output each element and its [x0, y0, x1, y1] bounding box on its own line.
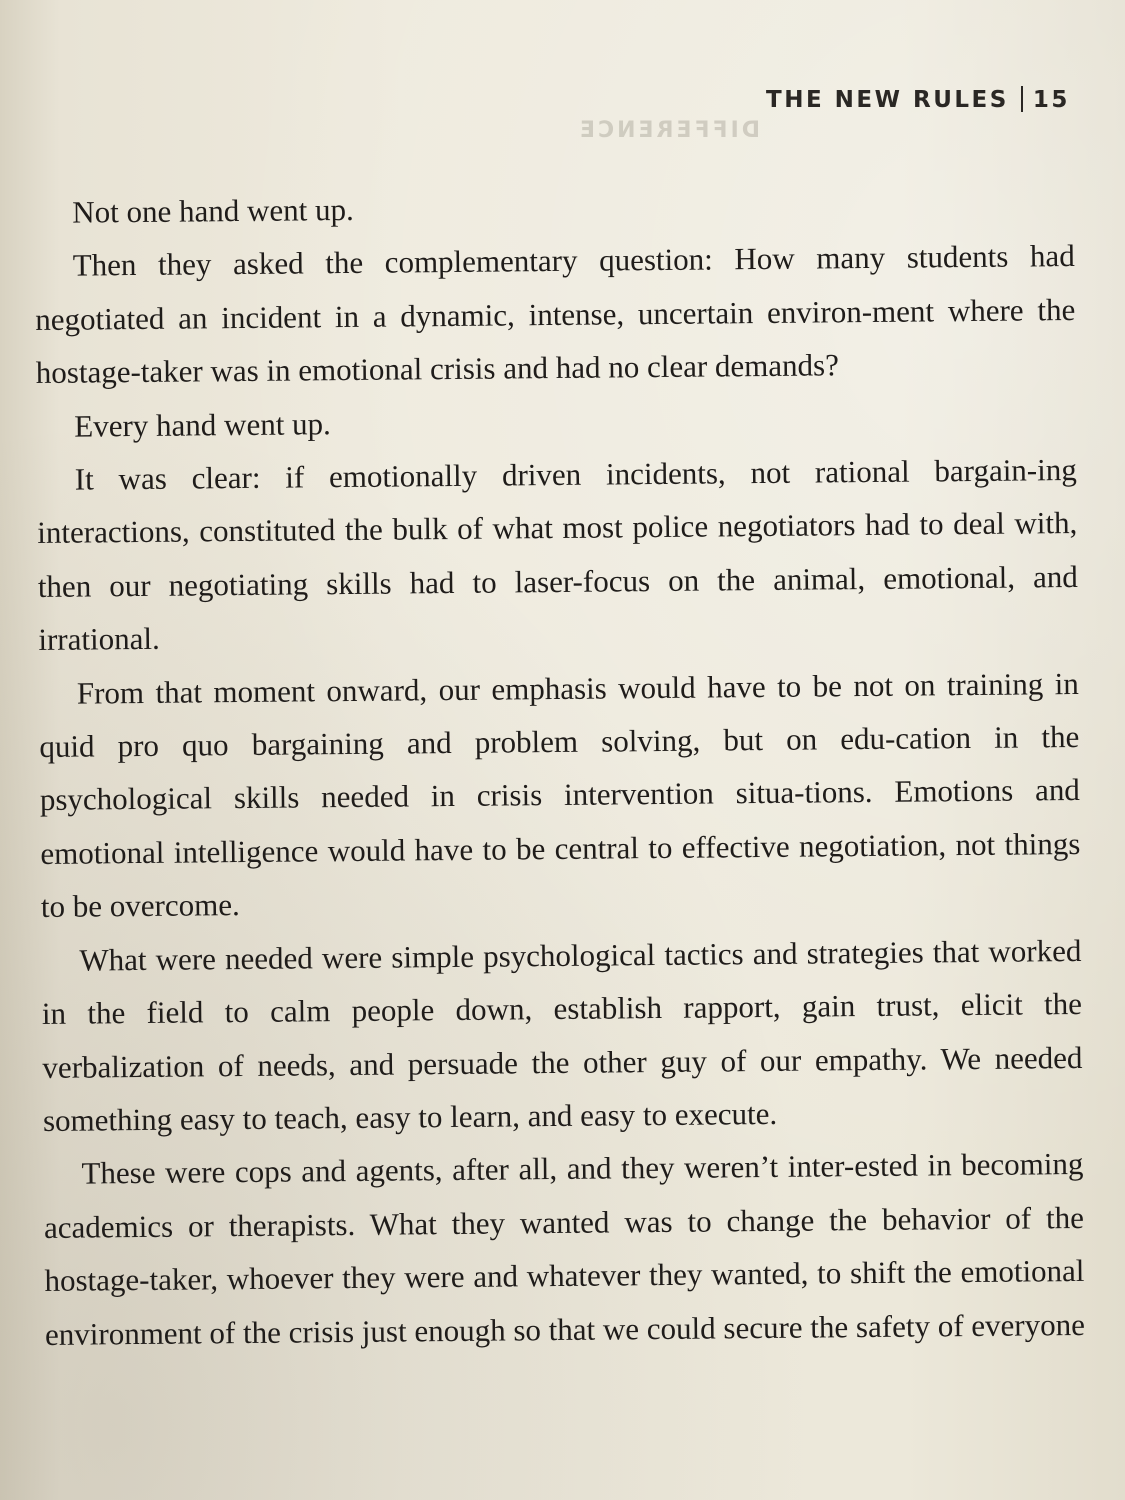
paragraph: Not one hand went up. [72, 191, 354, 230]
body-text [34, 176, 1085, 1361]
paragraph: From that moment onward, our emphasis would have to be not on training in quid pro quo bargaining and problem solving, but on edu-cation in the psychological skills needed in crisis intervention situa-tions. Emotions and emotional intelligence would have to be central to effective negotiation, not things to be overcome. [39, 665, 1081, 925]
page-number: 15 [1032, 87, 1070, 113]
bleed-through-text: DIFFERENCE [576, 118, 760, 143]
paragraph: Then they asked the complementary question: How many students had negotiated an incident in a dynamic, intense, uncertain environ-ment where the hostage-taker was in emotional crisis and had no clear demands? [35, 238, 1076, 391]
header-divider [1021, 86, 1023, 112]
chapter-title: THE NEW RULES [766, 87, 1009, 113]
paragraph: What were needed were simple psychological tactics and strategies that worked in the field to calm people down, establish rapport, gain trust, elicit the verbalization of needs, and persuade the other guy of our empathy. We needed something easy to teach, easy to learn, and easy to execute. [41, 932, 1083, 1138]
paragraph: Every hand went up. [74, 405, 332, 444]
paragraph: These were cops and agents, after all, and they weren’t inter-ested in becoming academics or therapists. What they wanted was to change the behavior of the hostage-taker, whoever they were and whatever they wanted, to shift the emotional environment of the crisis just enough so that we could secure the safety of everyone [43, 1146, 1086, 1352]
running-head [766, 86, 1070, 113]
paragraph: It was clear: if emotionally driven incidents, not rational bargain-ing interactions, constituted the bulk of what most police negotiators had to deal with, then our negotiating skills had to laser-focus on the animal, emotional, and irrational. [37, 452, 1078, 658]
